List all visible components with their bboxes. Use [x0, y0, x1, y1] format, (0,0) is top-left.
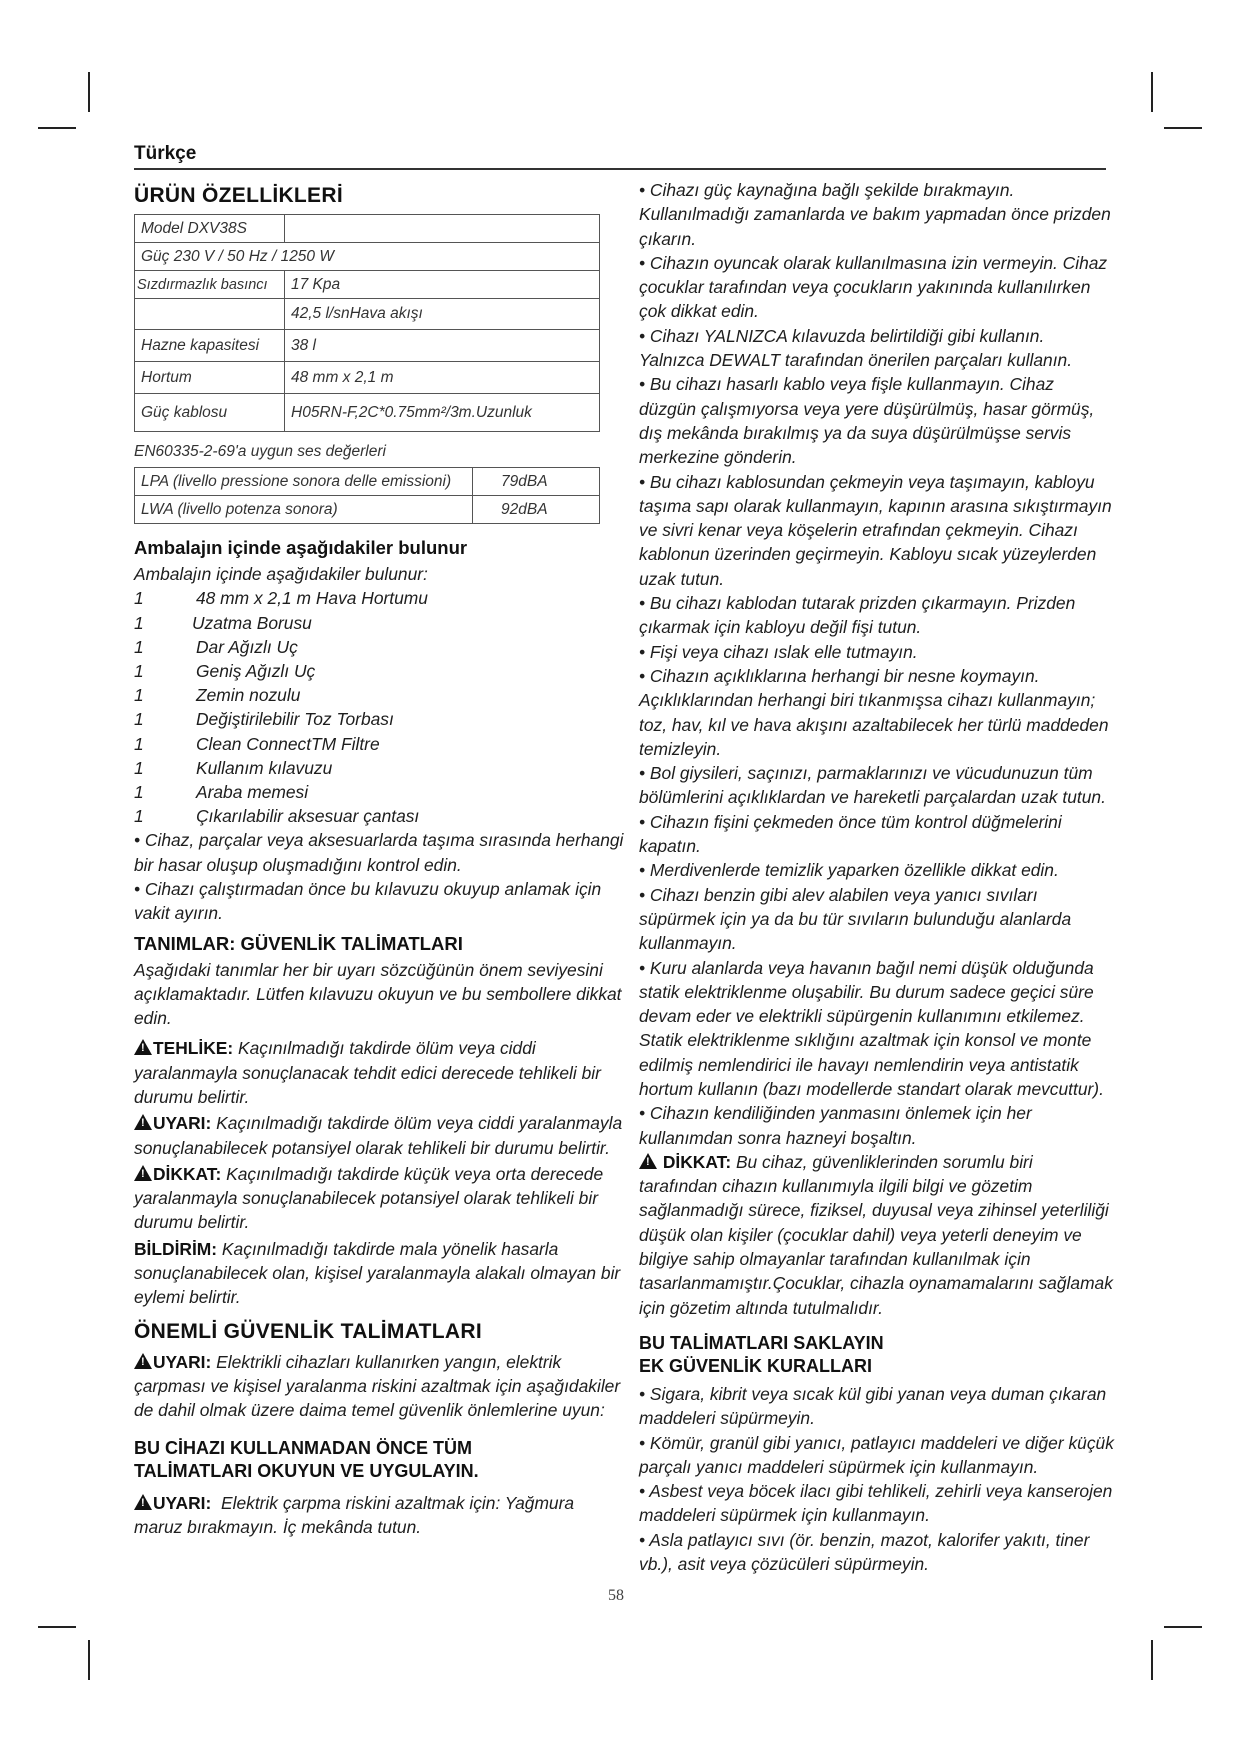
extra-rules-heading: EK GÜVENLİK KURALLARI — [639, 1355, 872, 1376]
list-item: 1 48 mm x 2,1 m Hava Hortumu — [134, 588, 428, 609]
warning-definition: !UYARI: Kaçınılmadığı takdirde ölüm veya ciddi yaralanmayla sonuçlanabilecek potansiyel olarak tehlikeli bir durumu belirtir. — [134, 1111, 624, 1160]
spec-value: 38 l — [285, 330, 600, 362]
crop-mark — [88, 1640, 90, 1680]
list-item: 1 Geniş Ağızlı Uç — [134, 660, 316, 681]
language-label: Türkçe — [134, 143, 197, 164]
safety-bullet: • Bu cihazı kablosundan çekmeyin veya taşımayın, kabloyu taşıma sapı olarak kullanmayın, kapının arasına sıkıştırmayın ve sivri kenar veya köşelerin etrafından çekmeyin. Cihazı kablonun üzerinden geçirmeyin. Kabloyu sıcak yüzeylerden uzak tutun. — [639, 471, 1112, 589]
read-instructions-heading: BU CİHAZI KULLANMADAN ÖNCE TÜM — [134, 1437, 472, 1458]
spec-label: Güç kablosu — [135, 394, 285, 432]
spec-value: 42,5 l/snHava akışı — [285, 299, 600, 330]
crop-mark — [38, 1626, 76, 1628]
warning-triangle-icon — [134, 1353, 152, 1369]
crop-mark — [1151, 72, 1153, 112]
safety-bullet: • Kuru alanlarda veya havanın bağıl nemi düşük olduğunda statik elektriklenme oluşabilir. Bu durum sadece geçici süre devam eder ve elektrikli süpürgenin kullanımını etkilemez. Statik elektriklenme sıklığını azaltmak için konsol ve monte edilmiş nemlendirici ile havayı nemlendirin veya antistatik hortum kullanın (bazı modellerde standart olarak mevcuttur). — [639, 957, 1104, 1099]
table-row — [135, 496, 600, 524]
extra-bullet: • Asla patlayıcı sıvı (ör. benzin, mazot, kalorifer yakıtı, tiner vb.), asit veya çözücüleri süpürmeyin. — [639, 1529, 1090, 1575]
table-row — [135, 394, 600, 432]
noise-value: 92dBA — [473, 496, 600, 524]
list-item: 1 Zemin nozulu — [134, 685, 301, 706]
read-instructions-heading: TALİMATLARI OKUYUN VE UYGULAYIN. — [134, 1460, 479, 1481]
safety-bullet: • Cihazın açıklıklarına herhangi bir nesne koymayın. Açıklıklarından herhangi biri tıkanmışsa cihazı kullanmayın; toz, hav, kıl ve hava akışını azaltabilecek her türlü maddeden temizleyin. — [639, 665, 1109, 759]
safety-bullet: • Cihazı güç kaynağına bağlı şekilde bırakmayın. Kullanılmadığı zamanlarda ve bakım yapmadan önce prizden çıkarın. — [639, 180, 1111, 249]
list-item: 1 Çıkarılabilir aksesuar çantası — [134, 806, 420, 827]
spec-label: Hazne kapasitesi — [135, 330, 285, 362]
list-item: 1 Araba memesi — [134, 781, 309, 802]
table-row — [135, 299, 600, 330]
important-warning-2: !UYARI: Elektrik çarpma riskini azaltmak için: Yağmura maruz bırakmayın. İç mekânda tutun. — [134, 1491, 624, 1540]
extra-bullet: • Kömür, granül gibi yanıcı, patlayıcı maddeleri ve diğer küçük parçalı yanıcı maddeleri süpürmek için kullanmayın. — [639, 1432, 1114, 1477]
safety-bullet: • Bol giysileri, saçınızı, parmaklarınızı ve vücudunuzun tüm bölümlerini açıklıklardan ve hareketli parçalardan uzak tutun. — [639, 763, 1106, 808]
list-item: 1 Dar Ağızlı Uç — [134, 636, 298, 657]
table-row — [135, 215, 600, 243]
specs-title: ÜRÜN ÖZELLİKLERİ — [134, 184, 343, 207]
notice-definition: BİLDİRİM: Kaçınılmadığı takdirde mala yönelik hasarla sonuçlanabilecek olan, kişisel yaralanmayla alakalı olmayan bir eylemi belirtir. — [134, 1238, 621, 1308]
package-note-2: • Cihazı çalıştırmadan önce bu kılavuzu okuyup anlamak için vakit ayırın. — [134, 878, 602, 924]
spec-label: Model DXV38S — [135, 215, 285, 243]
extra-bullet: • Sigara, kibrit veya sıcak kül gibi yanan veya duman çıkaran maddeleri süpürmeyin. — [639, 1383, 1107, 1429]
caution-definition: !DİKKAT: Kaçınılmadığı takdirde küçük veya orta derecede yaralanmayla sonuçlanabilecek potansiyel olarak tehlikeli bir durumu belirtir. — [134, 1162, 624, 1235]
safety-bullet: • Cihazın oyuncak olarak kullanılmasına izin vermeyin. Cihaz çocuklar tarafından veya çocukların yakınında kullanılırken çok dikkat edin. — [639, 252, 1108, 322]
package-note-1: • Cihaz, parçalar veya aksesuarlarda taşıma sırasında herhangi bir hasar oluşup oluşmadığını kontrol edin. — [134, 830, 624, 875]
important-heading: ÖNEMLİ GÜVENLİK TALİMATLARI — [134, 1319, 482, 1343]
list-item: 1 Clean ConnectTM Filtre — [134, 733, 380, 754]
table-row — [135, 362, 600, 394]
crop-mark — [38, 127, 76, 129]
noise-label: LWA (livello potenza sonora) — [135, 496, 473, 524]
specs-table — [134, 214, 600, 432]
table-row — [135, 330, 600, 362]
safety-bullet: • Cihazın fişini çekmeden önce tüm kontrol düğmelerini kapatın. — [639, 811, 1062, 857]
package-list — [134, 586, 624, 828]
save-instructions-heading: BU TALİMATLARI SAKLAYIN — [639, 1332, 884, 1353]
crop-mark — [88, 72, 90, 112]
extra-bullet: • Asbest veya böcek ilacı gibi tehlikeli, zehirli veya kanserojen maddeleri süpürmek için kullanmayın. — [639, 1481, 1113, 1526]
warning-triangle-icon — [134, 1039, 152, 1055]
warning-triangle-icon — [134, 1114, 152, 1130]
package-intro: Ambalajın içinde aşağıdakiler bulunur: — [134, 564, 428, 584]
table-row — [135, 243, 600, 271]
crop-mark — [1164, 127, 1202, 129]
spec-label: Sızdırmazlık basıncı — [135, 271, 285, 299]
safety-bullet: • Cihazı YALNIZCA kılavuzda belirtildiği gibi kullanın. Yalnızca DEWALT tarafından önerilen parçaları kullanın. — [639, 325, 1073, 371]
right-column — [639, 178, 1114, 1576]
definitions-heading: TANIMLAR: GÜVENLİK TALİMATLARI — [134, 932, 463, 954]
noise-value: 79dBA — [473, 468, 600, 496]
spec-label: Güç 230 V / 50 Hz / 1250 W — [135, 243, 600, 271]
table-row — [135, 271, 600, 299]
important-warning: !UYARI: Elektrikli cihazları kullanırken yangın, elektrik çarpması ve kişisel yaralanma riskini azaltmak için aşağıdakiler de dahil olmak üzere daima temel güvenlik önlemlerine uyun: — [134, 1350, 624, 1423]
safety-bullet: • Merdivenlerde temizlik yaparken özellikle dikkat edin. — [639, 860, 1059, 881]
list-item: 1 Değiştirilebilir Toz Torbası — [134, 709, 394, 730]
spec-value — [285, 215, 600, 243]
safety-bullet: • Cihazın kendiliğinden yanmasını önlemek için her kullanımdan sonra hazneyi boşaltın. — [639, 1103, 1032, 1148]
spec-value: 48 mm x 2,1 m — [285, 362, 600, 394]
crop-mark — [1164, 1626, 1202, 1628]
noise-label: LPA (livello pressione sonora delle emissioni) — [135, 468, 473, 496]
safety-bullet: • Fişi veya cihazı ıslak elle tutmayın. — [639, 641, 918, 662]
warning-triangle-icon — [639, 1153, 657, 1169]
safety-bullet: • Cihazı benzin gibi alev alabilen veya yanıcı sıvıları süpürmek için ya da bu tür sıvıların bulunduğu alanlarda kullanmayın. — [639, 884, 1072, 954]
safety-bullet: • Bu cihazı hasarlı kablo veya fişle kullanmayın. Cihaz düzgün çalışmıyorsa veya yere düşürülmüş, hasar görmüş, dış mekânda bırakılmış ya da suya düşürülmüşse servis merkezine gönderin. — [639, 374, 1095, 468]
spec-value: H05RN-F,2C*0.75mm²/3m.Uzunluk — [285, 394, 600, 432]
warning-triangle-icon — [134, 1494, 152, 1510]
header-rule — [134, 168, 1106, 170]
danger-definition: !TEHLİKE: Kaçınılmadığı takdirde ölüm veya ciddi yaralanmayla sonuçlanacak tehdit edici derecede tehlikeli bir durumu belirtir. — [134, 1036, 624, 1109]
spec-value: 17 Kpa — [285, 271, 600, 299]
list-item: 1 Uzatma Borusu — [134, 612, 312, 633]
warning-triangle-icon — [134, 1165, 152, 1181]
caution-paragraph: ! DİKKAT: Bu cihaz, güvenliklerinden sorumlu biri tarafından cihazın kullanımıyla ilgili bilgi ve gözetim sağlanmadığı sürece, fiziksel, duyusal veya zihinsel yeterliliği düşük olan kişiler (çocuklar dahil) veya yeterli deneyim ve bilgiye sahip olmayanlar tarafından kullanılmak için tasarlanmamıştır.Çocuklar, cihazla oynamamalarını sağlamak için gözetim altında tutulmalıdır. — [639, 1150, 1114, 1320]
list-item: 1 Kullanım kılavuzu — [134, 757, 333, 778]
safety-bullet: • Bu cihazı kablodan tutarak prizden çıkarmayın. Prizden çıkarmak için kabloyu değil fişi tutun. — [639, 593, 1076, 638]
spec-label: Hortum — [135, 362, 285, 394]
crop-mark — [1151, 1640, 1153, 1680]
table-row — [135, 468, 600, 496]
package-heading: Ambalajın içinde aşağıdakiler bulunur — [134, 537, 468, 558]
noise-caption: EN60335-2-69'a uygun ses değerleri — [134, 443, 386, 460]
spec-label — [135, 299, 285, 330]
noise-table — [134, 467, 600, 524]
page-number: 58 — [608, 1587, 624, 1604]
definitions-intro: Aşağıdaki tanımlar her bir uyarı sözcüğünün önem seviyesini açıklamaktadır. Lütfen kılavuzu okuyun ve bu sembollere dikkat edin. — [134, 959, 622, 1029]
left-column — [134, 176, 624, 1539]
